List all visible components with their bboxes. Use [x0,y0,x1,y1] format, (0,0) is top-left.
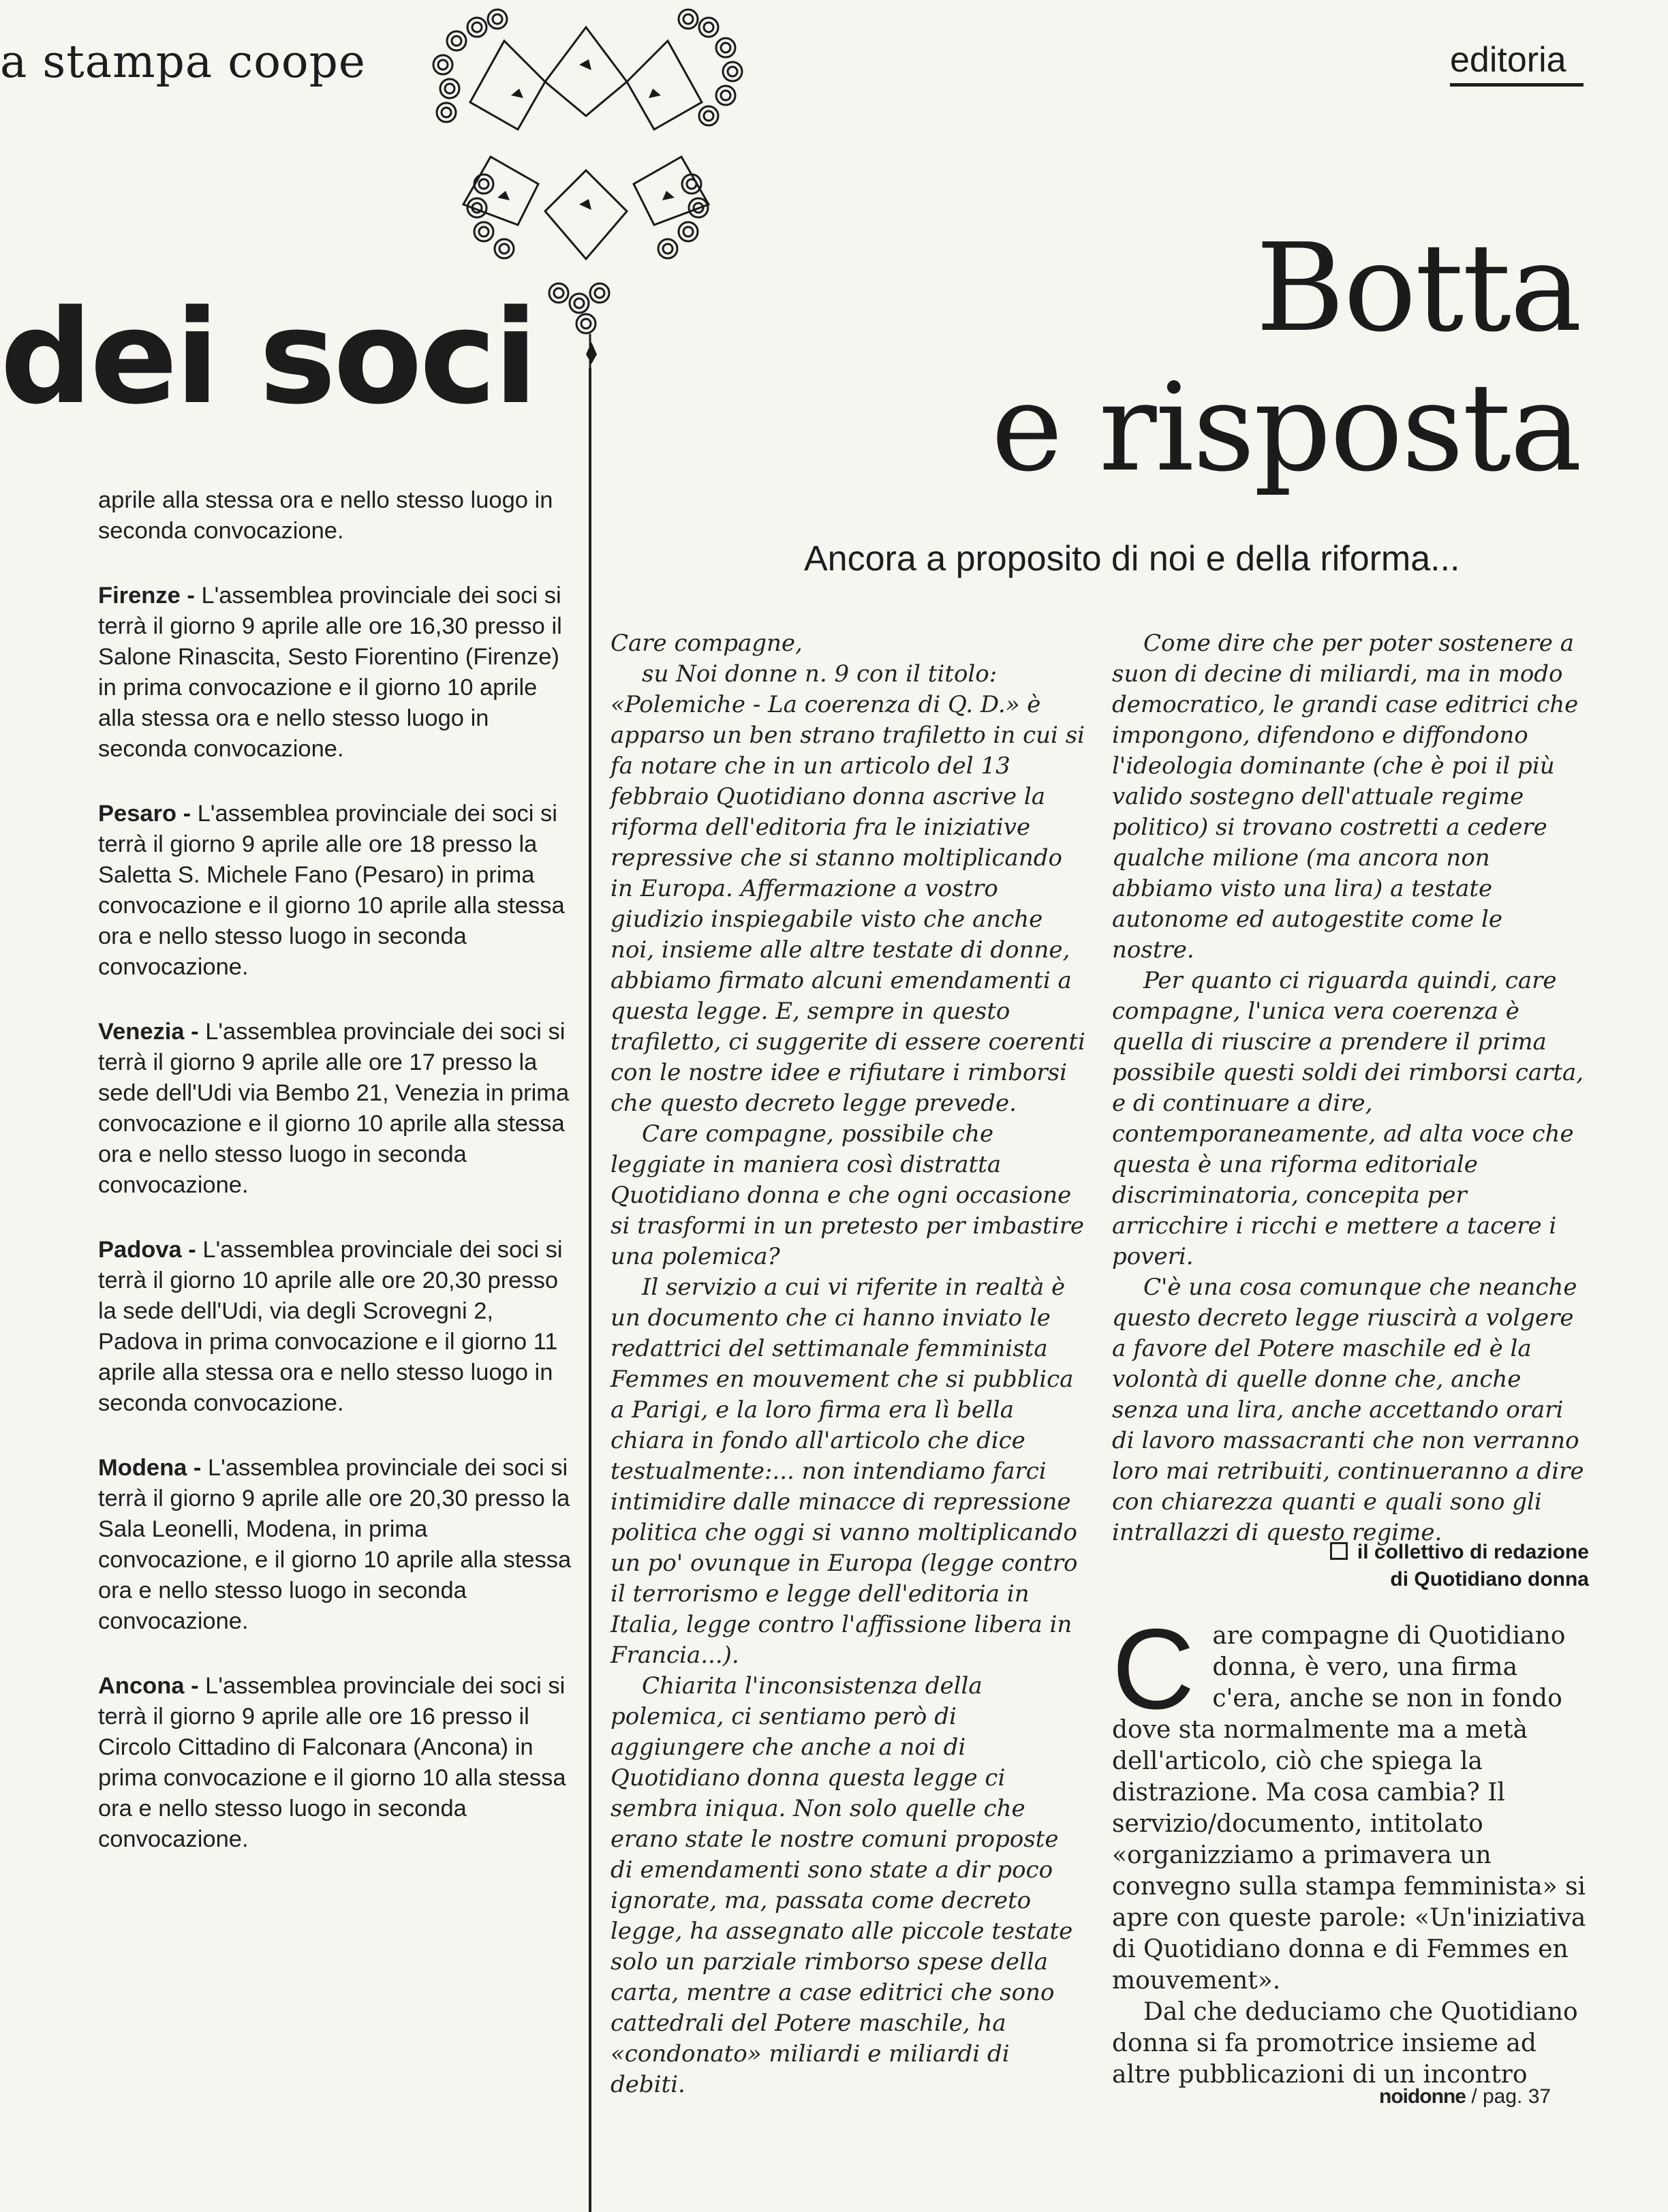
section-label: editoria [1450,40,1566,80]
notice-item [98,1671,575,1855]
square-bullet-icon [1330,1542,1348,1560]
notice-city: Padova - [98,1237,203,1263]
signature-line-2: di Quotidiano donna [1390,1568,1589,1591]
section-underline [1450,83,1584,87]
letter-column-2 [1112,628,1589,1548]
notice-text: L'assemblea provinciale dei soci si terrà il giorno 9 aprile alle ore 20,30 presso la Sala Leonelli, Modena, in prima convocazione, e il giorno 10 aprile alla stessa ora e nello stesso luogo in seconda convocazione. [98,1455,572,1634]
article-subtitle: Ancora a proposito di noi e della riforma... [804,539,1460,579]
letter-salutation: Care compagne, [611,630,803,657]
drop-cap: C [1112,1605,1195,1733]
notices-column [98,485,575,1889]
notice-text: L'assemblea provinciale dei soci si terrà il giorno 9 aprile alle ore 17 presso la sede dell'Udi via Bembo 21, Venezia in prima convocazione e il giorno 10 aprile alla stessa ora e nello stesso luogo in seconda convocazione. [98,1019,570,1198]
notice-item [98,1017,575,1201]
letter-paragraph: C'è una cosa comunque che neanche questo decreto legge riuscirà a volgere a favore del Potere maschile ed è la volontà di quelle donne che, anche senza una lira, anche accettando orari di lavoro massacranti che non verranno loro mai retribuiti, continueranno a dire con chiarezza quanti e quali sono gli intrallazzi di questo regime. [1112,1274,1584,1546]
notice-text: L'assemblea provinciale dei soci si terrà il giorno 9 aprile alle ore 16,30 presso il Salone Rinascita, Sesto Fiorentino (Firenze) in prima convocazione e il giorno 10 aprile alla stessa ora e nello stesso luogo in seconda convocazione. [98,583,562,762]
notice-text: L'assemblea provinciale dei soci si terrà il giorno 9 aprile alle ore 18 presso la Saletta S. Michele Fano (Pesaro) in prima convocazione e il giorno 10 aprile alla stessa ora e nello stesso luogo in seconda convocazione. [98,801,565,980]
signature-line-1: il collettivo di redazione [1357,1541,1589,1563]
letter-paragraph: Chiarita l'inconsistenza della polemica, ci sentiamo però di aggiungere che anche a noi di Quotidiano donna questa legge ci sembra iniqua. Non solo quelle che erano state le nostre comuni proposte di emendamenti sono state a dir poco ignorate, ma, passata come decreto legge, ha assegnato alle piccole testate solo un parziale rimborso spese della carta, mentre a case editrici che sono cattedrali del Potere maschile, ha «condonato» miliardi e miliardi di debiti. [611,1672,1073,2098]
column-divider [589,368,591,2212]
notice-intro [98,485,575,547]
notice-item [98,1235,575,1419]
letter-paragraph: Il servizio a cui vi riferite in realtà è un documento che ci hanno inviato le redattrici del settimanale femminista Femmes en mouvement che si pubblica a Parigi, e la loro firma era lì bella chiara in fondo all'articolo che dice testualmente:... non intendiamo farci intimidire dalle minacce di repressione politica che oggi si vanno moltiplicando un po' ovunque in Europa (legge contro il terrorismo e legge dell'editoria in Italia, legge contro l'affissione libera in Francia...). [611,1274,1078,1669]
notice-text: L'assemblea provinciale dei soci si terrà il giorno 10 aprile alle ore 20,30 presso la sede dell'Udi, via degli Scrovegni 2, Padova in prima convocazione e il giorno 11 aprile alla stessa ora e nello stesso luogo in seconda convocazione. [98,1237,563,1416]
reply-paragraph: Dal che deduciamo che Quotidiano donna si fa promotrice insieme ad altre pubblicazioni di un incontro [1112,1998,1578,2089]
notice-city: Modena - [98,1455,208,1481]
notice-intro-text: aprile alla stessa ora e nello stesso luogo in seconda convocazione. [98,487,553,544]
notice-item [98,1453,575,1637]
letter-paragraph: Per quanto ci riguarda quindi, care compagne, l'unica vera coerenza è quella di riuscire a prendere il prima possibile questi soldi dei rimborsi carta, e di continuare a dire, contemporaneamente, ad alta voce che questa è una riforma editoriale discriminatoria, concepita per arricchire i ricchi e mettere a tacere i poveri. [1112,967,1584,1270]
left-headline: dei soci [0,282,536,433]
running-title: a stampa coope [0,35,366,88]
notice-city: Venezia - [98,1019,206,1045]
letter-paragraph: Come dire che per poter sostenere a suon di decine di miliardi, ma in modo democratico, le grandi case editrici che impongono, difendono e diffondono l'ideologia dominante (che è poi il più valido sostegno dell'attuale regime politico) si trovano costretti a cedere qualche milione (ma ancora non abbiamo visto una lira) a testate autonome ed autogestite come le nostre. [1112,630,1579,964]
editorial-reply [1112,1605,1589,2091]
notice-city: Pesaro - [98,801,198,827]
page-number: / pag. 37 [1471,2085,1551,2108]
notice-city: Firenze - [98,583,202,609]
letter-signature [1112,1539,1589,1593]
magazine-brand: noidonne [1379,2085,1466,2108]
article-title-line-1: Botta [1255,217,1581,358]
letter-paragraph: Care compagne, possibile che leggiate in maniera così distratta Quotidiano donna e che ogni occasione si trasformi in un pretesto per imbastire una polemica? [611,1120,1084,1270]
page-footer [1379,2085,1551,2108]
notice-text: L'assemblea provinciale dei soci si terrà il giorno 9 aprile alle ore 16 presso il Circolo Cittadino di Falconara (Ancona) in prima convocazione e il giorno 10 alla stessa ora e nello stesso luogo in seconda convocazione. [98,1673,566,1852]
notice-city: Ancona - [98,1673,206,1699]
reply-paragraph: are compagne di Quotidiano donna, è vero, una firma c'era, anche se non in fondo dove sta normalmente ma a metà dell'articolo, ciò che spiega la distrazione. Ma cosa cambia? Il servizio/documento, intitolato «organizziamo a primavera un convegno sulla stampa femminista» si apre con queste parole: «Un'iniziativa di Quotidiano donna e di Femmes en mouvement». [1112,1622,1586,1995]
notice-item [98,581,575,765]
notice-item [98,799,575,983]
letter-column-1 [611,628,1087,2100]
article-title [940,218,1581,497]
letter-paragraph: su Noi donne n. 9 con il titolo: «Polemiche - La coerenza di Q. D.» è apparso un ben strano trafiletto in cui si fa notare che in un articolo del 13 febbraio Quotidiano donna ascrive la riforma dell'editoria fra le iniziative repressive che si stanno moltiplicando in Europa. Affermazione a vostro giudizio inspiegabile visto che anche noi, insieme alle altre testate di donne, abbiamo firmato alcuni emendamenti a questa legge. E, sempre in questo trafiletto, ci suggerite di essere coerenti con le nostre idee e rifiutare i rimborsi che questo decreto legge prevede. [611,660,1085,1117]
article-title-line-2: e risposta [991,357,1581,498]
